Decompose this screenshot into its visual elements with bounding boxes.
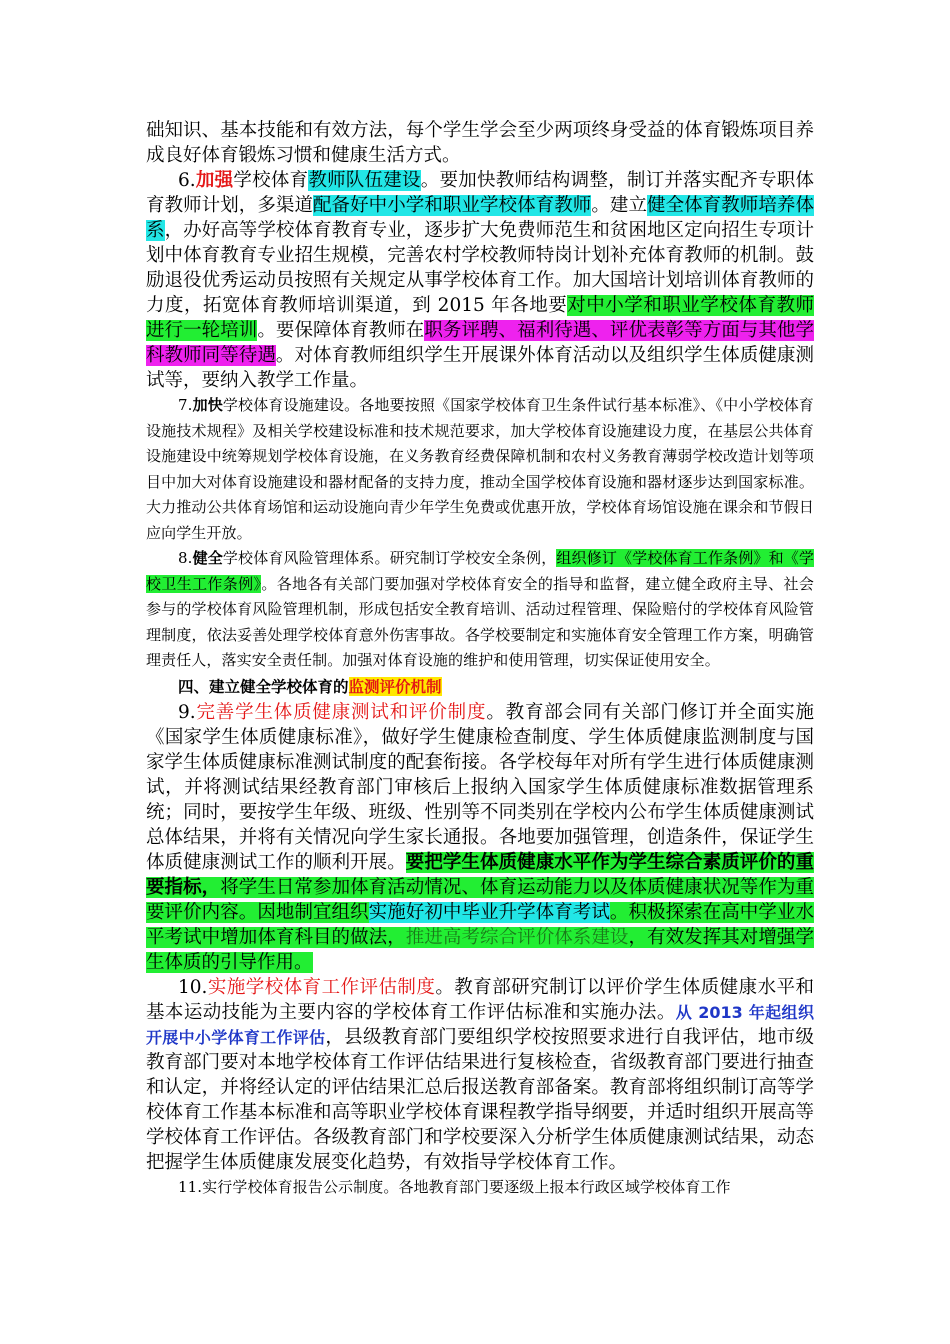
highlight-yellow: 监测评价机制 [348, 676, 442, 696]
emphasis-blue: 从 2013 年起组织开展中小学体育工作评估 [146, 1002, 814, 1047]
highlight-green: 。积极探索在高中学业水平考试中增加体育科目的做法， [146, 901, 814, 948]
highlight-green-bold: 要把学生体质健康水平作为学生综合素质评价的重要指标， [146, 851, 814, 898]
paragraph-11 [146, 1175, 814, 1201]
text-run: 。对体育教师组织学生开展课外体育活动以及组织学生体质健康测试等，要纳入教学工作量。 [146, 345, 814, 391]
item-number: 10. [178, 976, 208, 998]
text-run: 。要保障体育教师在 [257, 320, 425, 341]
paragraph-9 [146, 700, 814, 975]
emphasis-red: 实施学校体育工作评估制度 [207, 976, 436, 998]
document-page [146, 118, 814, 1200]
item-number: 9. [178, 701, 196, 723]
highlight-green: ，有效发挥其对增强学生体质的引导作用。 [146, 926, 814, 973]
highlight-cyan: 教师队伍建设 [308, 170, 421, 191]
text-run: 学校体育风险管理体系。研究制订学校安全条例， [222, 549, 557, 567]
highlight-green: 组织修订《学校体育工作条例》和《学校卫生工作条例》 [146, 549, 815, 593]
item-number: 6. [178, 170, 196, 191]
item-number: 11. [178, 1177, 203, 1196]
text-run: 。各地各有关部门要加强对学校体育安全的指导和监督，建立健全政府主导、社会参与的学校体育风险管理机制，形成包括安全教育培训、活动过程管理、保险赔付的学校体育风险管理制度，依法妥善处理学校体育意外伤害事故。各学校要制定和实施体育安全管理工作方案，明确管理责任人，落实安全责任制。加强对体育设施的维护和使用管理，切实保证使用安全。 [146, 574, 814, 669]
section-heading-4 [146, 674, 814, 700]
highlight-cyan: 健全体育教师培养体系 [146, 195, 814, 241]
text-run: ，办好高等学校体育教育专业，逐步扩大免费师范生和贫困地区定向招生专项计划中体育教育专业招生规模，完善农村学校教师特岗计划补充体育教师的机制。鼓励退役优秀运动员按照有关规定从事学校体育工作。加大国培计划培训体育教师的力度，拓宽体育教师培训渠道，到 2015 年各地要 [146, 220, 814, 316]
paragraph-intro [146, 118, 814, 168]
highlight-green: 对中小学和职业学校体育教师进行一轮培训 [146, 295, 814, 341]
text-run: 学校体育 [233, 170, 309, 191]
paragraph-8 [146, 546, 814, 674]
text-run: ，县级教育部门要组织学校按照要求进行自我评估，地市级教育部门要对本地学校体育工作评估结果进行复核检查，省级教育部门要进行抽查和认定，并将经认定的评估结果汇总后报送教育部备案。教育部将组织制订高等学校体育工作基本标准和高等职业学校体育课程教学指导纲要，并适时组织开展高等学校体育工作评估。各级教育部门和学校要深入分析学生体质健康测试结果，动态把握学生体质健康发展变化趋势，有效指导学校体育工作。 [146, 1026, 814, 1173]
paragraph-6 [146, 168, 814, 393]
text-run: 。要加快教师结构调整，制订并落实配齐专职体育教师计划，多渠道 [146, 170, 814, 216]
highlight-cyan: 实施好初中毕业升学体育考试 [368, 901, 610, 923]
heading-text: 四、建立健全学校体育的 [178, 676, 349, 696]
text-run: 。教育部会同有关部门修订并全面实施《国家学生体质健康标准》，做好学生健康检查制度、学生体质健康监测制度与国家学生体质健康标准测试制度的配套衔接。各学校每年对所有学生进行体质健康测试，并将测试结果经教育部门审核后上报纳入国家学生体质健康标准数据管理系统；同时，要按学生年级、班级、性别等不同类别在学校内公布学生体质健康测试总体结果，并将有关情况向学生家长通报。各地要加强管理，创造条件，保证学生体质健康测试工作的顺利开展。 [146, 701, 814, 873]
emphasis-bold: 健全 [192, 549, 223, 567]
highlight-green: 推进高考综合评价体系建设 [405, 926, 629, 948]
text-run: 实行学校体育报告公示制度。各地教育部门要逐级上报本行政区域学校体育工作 [202, 1177, 731, 1196]
text-run: 。建立 [591, 195, 648, 216]
emphasis-red: 完善学生体质健康测试和评价制度 [195, 701, 487, 723]
paragraph-7 [146, 393, 814, 546]
highlight-magenta: 职务评聘、福利待遇、评优表彰等方面与其他学科教师同等待遇 [146, 320, 814, 366]
emphasis-red: 加强 [195, 170, 234, 191]
emphasis-bold: 加快 [192, 396, 223, 414]
highlight-cyan: 配备好中小学和职业学校体育教师 [313, 195, 592, 216]
item-number: 7. [178, 396, 193, 414]
item-number: 8. [178, 549, 193, 567]
text-run: 础知识、基本技能和有效方法，每个学生学会至少两项终身受益的体育锻炼项目养成良好体育锻炼习惯和健康生活方式。 [146, 120, 814, 166]
text-run: 学校体育设施建设。各地要按照《国家学校体育卫生条件试行基本标准》、《中小学校体育设施技术规程》及相关学校建设标准和技术规范要求，加大学校体育设施建设力度，在基层公共体育设施建设中统筹规划学校体育设施，在义务教育经费保障机制和农村义务教育薄弱学校改造计划等项目中加大对体育设施建设和器材配备的支持力度，推动全国学校体育设施和器材逐步达到国家标准。大力推动公共体育场馆和运动设施向青少年学生免费或优惠开放，学校体育场馆设施在课余和节假日应向学生开放。 [146, 396, 814, 542]
highlight-green: 将学生日常参加体育活动情况、体育运动能力以及体质健康状况等作为重要评价内容。因地制宜组织 [146, 876, 814, 923]
paragraph-10 [146, 975, 814, 1175]
text-run: 。教育部研究制订以评价学生体质健康水平和基本运动技能为主要内容的学校体育工作评估标准和实施办法。 [146, 976, 814, 1023]
